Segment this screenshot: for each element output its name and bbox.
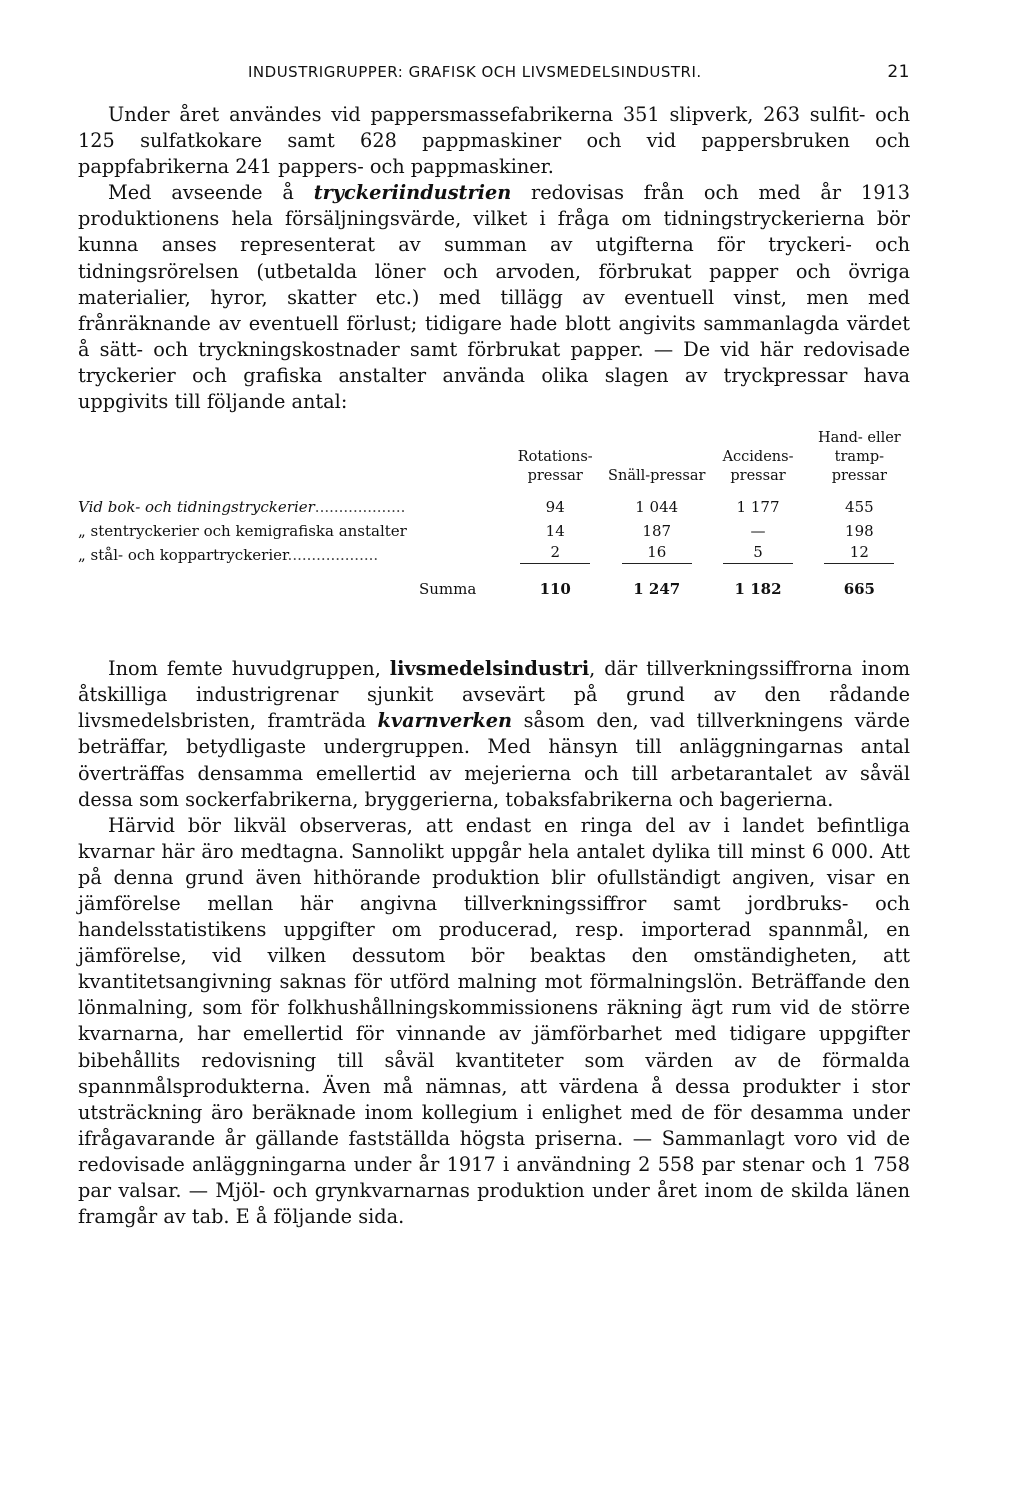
paragraph-paper-industry: Under året användes vid pappersmassefabrikerna 351 slipverk, 263 sulfit- och 125 sulfatkokare samt 628 pappmaskiner och vid pappersbruken och pappfabrikerna 241 pappers- och pappmaskiner. [78,103,910,179]
table-row [78,492,910,516]
sum-cell: 110 [539,580,571,599]
cell: 5 [707,540,808,564]
term-tryckeriindustrien: tryckeriindustrien [313,181,512,205]
cell: 455 [845,498,874,517]
table-sum-row [78,564,910,598]
cell: 187 [642,522,672,541]
row-label: „ stål- och koppartryckerier................... [78,546,379,565]
column-header: Accidens-pressar [722,449,794,485]
sum-cell: 1 247 [633,580,681,599]
cell: 1 177 [736,498,780,517]
cell: 12 [809,540,910,564]
row-label: Vid bok- och tidningstryckerier................... [78,498,406,517]
cell: 198 [845,522,874,541]
cell: — [750,522,766,541]
cell: 1 044 [635,498,679,517]
section-spacer [78,598,910,656]
column-header: Rotations-pressar [517,449,593,485]
paragraph-food-industry: Inom femte huvudgruppen, livsmedelsindustri, där tillverkningssiffrorna inom åtskilliga industrigrenar sjunkit avsevärt på grund av den rådande livsmedelsbristen, framträda kvarnverken såsom den, vad tillverkningens värde beträffar, betydligaste undergruppen. Med hänsyn till anläggningarnas antal överträffas densamma emellertid av mejerierna och till arbetarantalet av såväl dessa som sockerfabrikerna, bryggerierna, tobaksfabrikerna och bagerierna. [78,657,910,811]
running-header [78,62,910,92]
cell: 94 [545,498,565,517]
running-title: INDUSTRIGRUPPER: GRAFISK OCH LIVSMEDELSINDUSTRI. [248,63,702,81]
sum-cell: 665 [843,580,875,599]
sum-label: Summa [419,580,477,599]
page [78,62,910,1230]
row-label: „ stentryckerier och kemigrafiska anstalter [78,522,407,541]
header-label-column [78,429,504,492]
term-livsmedelsindustri: livsmedelsindustri [389,657,590,681]
cell: 16 [606,540,707,564]
table-header-row [78,429,910,492]
printing-press-table [78,429,910,598]
cell: 14 [545,522,565,541]
cell: 2 [504,540,606,564]
column-header: Hand- eller tramp-pressar [817,430,901,485]
term-kvarnverken: kvarnverken [377,709,513,733]
table-row [78,540,910,564]
table-row [78,516,910,540]
paragraph-printing-industry: Med avseende å tryckeriindustrien redovisas från och med år 1913 produktionens hela försäljningsvärde, vilket i fråga om tidningstryckerierna bör kunna anses representerat av summan av utgifterna för tryckeri- och tidningsrörelsen (utbetalda löner och arvoden, förbrukat papper och övriga materialier, hyror, skatter etc.) med tillägg av eventuell vinst, men med frånräknande av eventuell förlust; tidigare hade blott angivits sammanlagda värdet å sätt- och tryckningskostnader samt förbrukat papper. — De vid här redovisade tryckerier och grafiska anstalter använda olika slagen av tryckpressar hava uppgivits till följande antal: [78,181,910,414]
sum-cell: 1 182 [734,580,782,599]
paragraph-mills: Härvid bör likväl observeras, att endast en ringa del av i landet befintliga kvarnar här äro medtagna. Sannolikt uppgår hela antalet dylika till minst 6 000. Att på denna grund även hithörande produktion blir ofullständigt angiven, visar en jämförelse mellan här angivna tillverkningssiffror samt jordbruks- och handelsstatistikens uppgifter om producerad, resp. importerad spannmål, en jämförelse, vid vilken dessutom bör beaktas den omständigheten, att kvantitetsangivning saknas för utförd malning mot förmalningslön. Beträffande den lönmalning, som för folkhushållningskommissionens räkning ägt rum vid de större kvarnarna, har emellertid för vinnande av jämförbarhet med tidigare uppgifter bibehållits redovisning till såväl kvantiteter som värden av de förmalda spannmålsprodukterna. Även må nämnas, att värdena å dessa produkter i stor utsträckning äro beräknade inom kollegium i enlighet med de för desamma under ifrågavarande år gällande fastställda högsta priserna. — Sammanlagt voro vid de redovisade anläggningarna under år 1917 i användning 2 558 par stenar och 1 758 par valsar. — Mjöl- och grynkvarnarnas produktion under året inom de skilda länen framgår av tab. E å följande sida. [78,813,910,1229]
column-header: Snäll-pressar [608,468,706,485]
page-number: 21 [887,62,910,82]
